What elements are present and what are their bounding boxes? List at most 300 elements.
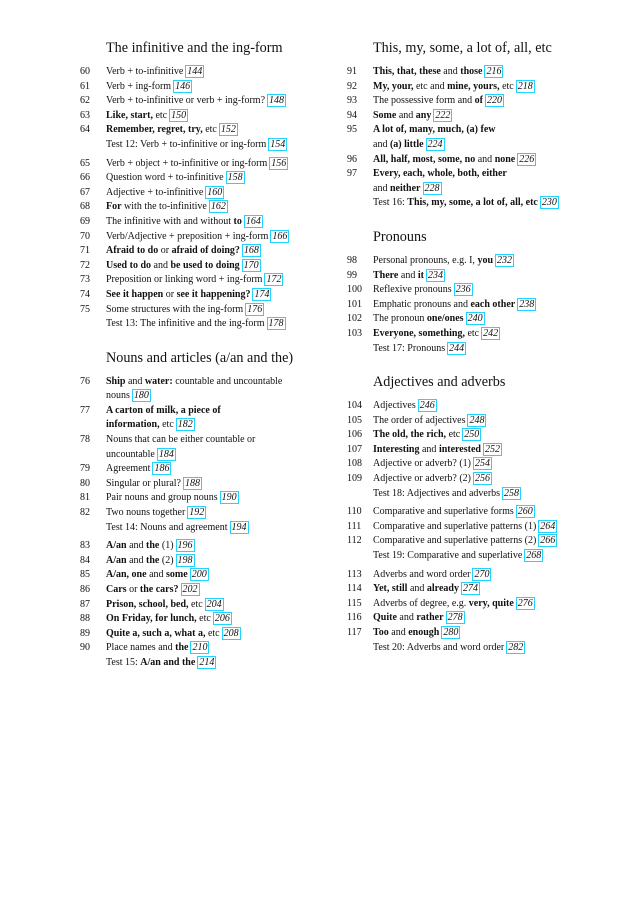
unit-number: 117 [347, 627, 362, 638]
unit-number: 82 [80, 507, 90, 519]
section-heading: Nouns and articles (a/an and the) [106, 349, 294, 366]
unit-number: 93 [347, 95, 357, 107]
bold-text: On Friday, for lunch, [106, 613, 197, 625]
page-number-link[interactable]: 246 [419, 400, 435, 412]
unit-number: 78 [80, 434, 90, 446]
unit-title [373, 269, 597, 284]
page-number-link[interactable]: 154 [270, 138, 286, 150]
test-label: Test 17: Pronouns [373, 342, 446, 354]
unit-title [373, 443, 597, 458]
unit-title [106, 288, 328, 303]
right-column [347, 40, 597, 673]
unit-number: 107 [347, 443, 362, 455]
unit-title [373, 182, 597, 197]
unit-number: 110 [347, 506, 362, 518]
bold-text: Afraid to do [106, 245, 159, 257]
text-run: Verb/Adjective + preposition + ing-form [106, 230, 269, 242]
bold-text: Used to do [106, 259, 152, 271]
unit-row [80, 288, 328, 303]
unit-row [80, 506, 328, 521]
bold-text: Prison, school, bed, [106, 598, 189, 610]
page-number-link[interactable]: 174 [254, 288, 270, 300]
text-run: and [151, 259, 171, 271]
unit-title [106, 65, 328, 80]
test-row [347, 487, 597, 502]
page-number-link[interactable]: 170 [243, 259, 259, 271]
page-number-link[interactable]: 204 [206, 598, 222, 610]
bold-text: interested [438, 443, 481, 455]
unit-row [80, 215, 328, 230]
text-run: and [398, 269, 418, 281]
unit-title [106, 641, 328, 656]
page-number-link[interactable]: 168 [243, 245, 259, 257]
unit-row [347, 254, 597, 269]
unit-title [373, 428, 597, 443]
test-row [347, 196, 597, 211]
unit-title [373, 123, 597, 138]
unit-row [80, 539, 328, 554]
text-run: Singular or plural? [106, 477, 181, 489]
unit-row [80, 433, 328, 448]
unit-title [106, 612, 328, 627]
unit-row [80, 171, 328, 186]
unit-number: 73 [80, 274, 90, 286]
text-run: and [419, 443, 439, 455]
page-number-link[interactable]: 148 [269, 95, 285, 107]
text-run: The order of adjectives [373, 414, 466, 426]
unit-row [80, 448, 328, 463]
page-number-link[interactable]: 282 [508, 641, 524, 653]
unit-row [347, 167, 597, 182]
text-run: Reflexive pronouns [373, 284, 452, 296]
test-row [80, 656, 328, 671]
unit-row [347, 138, 597, 153]
unit-row [347, 534, 597, 549]
unit-title [373, 399, 597, 414]
text-run: and [475, 153, 495, 165]
page-number-link[interactable]: 232 [497, 254, 512, 266]
unit-title [373, 534, 597, 549]
page-number-link[interactable]: 164 [245, 215, 261, 227]
test-label: Test 19: Comparative and superlative [373, 550, 523, 562]
page-number-link[interactable]: 146 [175, 80, 191, 92]
unit-title [106, 418, 328, 433]
bold-text: For [106, 201, 122, 213]
unit-title [373, 109, 597, 124]
bold-text: Remember, regret, try, [106, 124, 203, 136]
page-number-link[interactable]: 228 [424, 182, 440, 194]
page-number-link[interactable]: 238 [519, 298, 535, 310]
bold-text: Some [373, 109, 397, 121]
page-number-link[interactable]: 274 [462, 583, 478, 595]
page-number-link[interactable]: 176 [247, 303, 263, 315]
text-run: and [396, 612, 417, 624]
unit-row [80, 65, 328, 80]
test-label: Test 12: Verb + to-infinitive or ing-form [106, 138, 267, 150]
unit-number: 108 [347, 458, 362, 470]
unit-row [80, 554, 328, 569]
test-row [80, 521, 328, 536]
bold-text: already [426, 583, 459, 595]
unit-title [106, 539, 328, 554]
page-number-link[interactable]: 258 [504, 487, 520, 499]
unit-row [347, 269, 597, 284]
text-run: Comparative and superlative patterns (2) [373, 535, 537, 547]
unit-row [80, 462, 328, 477]
unit-title [373, 457, 597, 472]
page-number-link[interactable]: 150 [171, 109, 187, 121]
unit-row [80, 598, 328, 613]
text-run: Comparative and superlative patterns (1) [373, 520, 537, 532]
bold-text: be used to doing [170, 259, 240, 271]
text-run: (2) [159, 554, 174, 566]
unit-row [347, 626, 597, 641]
page-number-link[interactable]: 166 [272, 230, 288, 242]
unit-title [106, 433, 328, 448]
unit-row [347, 520, 597, 535]
unit-title [373, 582, 597, 597]
page-number-link[interactable]: 158 [227, 172, 243, 184]
page-number-link[interactable]: 156 [271, 157, 287, 169]
test-topic: A/an and the [140, 656, 196, 668]
section-heading: Pronouns [373, 228, 427, 245]
page-number-link[interactable]: 260 [517, 506, 533, 518]
test-row [80, 138, 328, 153]
toc-section [347, 40, 597, 211]
toc-section [80, 40, 328, 332]
unit-number: 80 [80, 477, 90, 489]
bold-text: (a) little [389, 138, 424, 150]
unit-title [106, 230, 328, 245]
text-run: Comparative and superlative forms [373, 506, 514, 518]
unit-number [80, 418, 106, 433]
text-run: Two nouns together [106, 507, 186, 519]
page-number-link[interactable]: 178 [268, 318, 284, 330]
unit-title [106, 259, 328, 274]
text-run: Personal pronouns, e.g. I, [373, 254, 478, 266]
unit-title [106, 568, 328, 583]
unit-number: 83 [80, 540, 90, 552]
page-number-link[interactable]: 194 [231, 521, 247, 533]
unit-number: 97 [347, 168, 357, 180]
bold-text: Everyone, something, [373, 327, 465, 339]
unit-title [106, 200, 328, 215]
unit-title [106, 506, 328, 521]
page-number-link[interactable]: 198 [177, 554, 193, 566]
unit-row [80, 109, 328, 124]
unit-row [347, 65, 597, 80]
text-run: Question word + to-infinitive [106, 172, 224, 184]
page-number-link[interactable]: 266 [540, 535, 556, 547]
unit-number: 62 [80, 95, 90, 107]
page-number-link[interactable]: 180 [133, 390, 149, 402]
unit-number: 67 [80, 186, 90, 198]
unit-number: 91 [347, 66, 357, 77]
unit-number [347, 182, 373, 197]
unit-title [106, 94, 328, 109]
unit-title [373, 520, 597, 535]
page-number-link[interactable]: 200 [191, 569, 207, 581]
unit-number: 60 [80, 66, 90, 77]
unit-number: 111 [347, 520, 362, 532]
unit-number: 109 [347, 473, 362, 485]
page-number-link[interactable]: 222 [435, 109, 451, 121]
test-label: Test 14: Nouns and agreement [106, 521, 228, 533]
unit-number: 74 [80, 288, 90, 300]
bold-text: There [373, 269, 399, 281]
unit-number: 100 [347, 284, 362, 296]
unit-number: 92 [347, 80, 357, 92]
text-run: and [125, 375, 145, 387]
left-column [80, 40, 328, 689]
unit-number: 69 [80, 215, 90, 227]
bold-text: neither [389, 182, 421, 194]
unit-title [106, 171, 328, 186]
unit-title [106, 448, 328, 463]
text-run: and [407, 583, 427, 595]
unit-number [347, 138, 373, 153]
text-run: and [440, 66, 461, 77]
text-run: Verb + object + to-infinitive or ing-form [106, 157, 268, 169]
bold-text: water: [144, 375, 173, 387]
unit-title [373, 611, 597, 626]
page-number-link[interactable]: 234 [427, 269, 443, 281]
text-run: and [396, 109, 416, 121]
page-number-link[interactable]: 280 [443, 627, 459, 638]
text-run: etc [205, 627, 220, 639]
unit-title [106, 215, 328, 230]
page-number-link[interactable]: 172 [266, 274, 282, 286]
page-number-link[interactable]: 230 [541, 197, 557, 209]
page-number-link[interactable]: 196 [177, 540, 193, 552]
unit-number [80, 389, 106, 404]
unit-row [347, 597, 597, 612]
text-run: The possessive form and [373, 95, 475, 107]
page-number-link[interactable]: 248 [469, 414, 485, 426]
section-heading: This, my, some, a lot of, all, etc [373, 40, 552, 56]
text-run: nouns [106, 390, 130, 402]
unit-row [347, 123, 597, 138]
text-run: Nouns that can be either countable or [106, 434, 256, 446]
page-number-link[interactable]: 218 [517, 80, 533, 92]
page-number-link[interactable]: 216 [486, 66, 502, 77]
unit-title [373, 65, 597, 80]
page-number-link[interactable]: 186 [154, 463, 170, 475]
page-number-link[interactable]: 214 [199, 656, 215, 668]
bold-text: A lot of, many, much, (a) few [373, 124, 496, 136]
page-number-link[interactable]: 188 [184, 477, 200, 489]
page-number-link[interactable]: 276 [517, 597, 533, 609]
page-number-link[interactable]: 206 [214, 613, 230, 625]
unit-row [80, 404, 328, 419]
unit-title [106, 583, 328, 598]
text-run: etc [159, 419, 174, 431]
page-number-link[interactable]: 270 [474, 568, 490, 580]
unit-number: 77 [80, 404, 90, 416]
text-run: Adjective + to-infinitive [106, 186, 204, 198]
bold-text: information, [106, 419, 160, 431]
page-number-link[interactable]: 162 [210, 201, 226, 213]
page-number-link[interactable]: 224 [427, 138, 443, 150]
test-row [347, 641, 597, 656]
text-run: Pair nouns and group nouns [106, 492, 218, 504]
page-number-link[interactable]: 278 [447, 612, 463, 624]
bold-text: some [166, 569, 188, 581]
text-run: The pronoun [373, 313, 427, 325]
text-run: Adverbs of degree, e.g. [373, 597, 469, 609]
unit-title [373, 254, 597, 269]
unit-title [106, 375, 328, 390]
bold-text: Ship [106, 375, 126, 387]
unit-row [347, 298, 597, 313]
toc-section [347, 229, 597, 356]
unit-number: 96 [347, 153, 357, 165]
test-row [347, 549, 597, 564]
unit-number: 95 [347, 124, 357, 136]
text-run: etc [202, 124, 217, 136]
unit-row [347, 94, 597, 109]
text-run: uncountable [106, 448, 155, 460]
text-run: or [163, 288, 177, 300]
page-number-link[interactable]: 242 [483, 327, 499, 339]
test-label: Test 16: [373, 197, 408, 209]
unit-number [80, 448, 106, 463]
text-run: (1) [159, 540, 174, 552]
unit-number: 64 [80, 124, 90, 136]
page-number-link[interactable]: 254 [475, 458, 491, 470]
unit-number: 104 [347, 400, 362, 412]
unit-row [80, 244, 328, 259]
unit-row [347, 283, 597, 298]
page-number-link[interactable]: 240 [467, 313, 483, 325]
unit-title [373, 597, 597, 612]
test-label: Test 18: Adjectives and adverbs [373, 487, 501, 499]
unit-title [373, 505, 597, 520]
test-label: Test 13: The infinitive and the ing-form [106, 318, 265, 330]
page-number-link[interactable]: 250 [464, 429, 480, 441]
unit-row [80, 157, 328, 172]
unit-number: 84 [80, 554, 90, 566]
unit-row [80, 94, 328, 109]
unit-title [106, 598, 328, 613]
page-number-link[interactable]: 268 [526, 550, 542, 562]
bold-text: A/an [106, 554, 127, 566]
unit-title [373, 94, 597, 109]
bold-text: the [146, 540, 160, 552]
page-number-link[interactable]: 202 [182, 584, 198, 595]
unit-row [80, 230, 328, 245]
unit-number: 70 [80, 230, 90, 242]
bold-text: A/an, one [106, 569, 147, 581]
unit-row [80, 80, 328, 95]
page-number-link[interactable]: 220 [487, 95, 502, 107]
unit-number: 89 [80, 627, 90, 639]
unit-number: 102 [347, 313, 362, 325]
unit-row [80, 641, 328, 656]
unit-number: 76 [80, 375, 90, 387]
bold-text: My, your, [373, 80, 414, 92]
page-number-link[interactable]: 226 [519, 153, 535, 165]
text-run: etc [499, 80, 514, 92]
text-run: etc [446, 429, 461, 441]
text-run: and [126, 554, 147, 566]
unit-number: 106 [347, 429, 362, 441]
page-number-link[interactable]: 244 [449, 342, 465, 354]
unit-title [106, 244, 328, 259]
unit-row [347, 80, 597, 95]
bold-text: Like, start, [106, 109, 153, 121]
bold-text: Too [373, 627, 389, 638]
bold-text: Yet, still [373, 583, 408, 595]
unit-number: 68 [80, 201, 90, 213]
bold-text: Cars [106, 584, 127, 595]
page-number-link[interactable]: 144 [187, 66, 203, 77]
page-number-link[interactable]: 190 [221, 492, 237, 504]
page-number-link[interactable]: 160 [207, 186, 223, 198]
unit-title [373, 312, 597, 327]
text-run: Emphatic pronouns and [373, 298, 471, 310]
unit-title [373, 414, 597, 429]
unit-number: 61 [80, 80, 90, 92]
unit-number: 85 [80, 569, 90, 581]
text-run: etc [196, 613, 211, 625]
unit-number: 86 [80, 584, 90, 595]
unit-title [373, 298, 597, 313]
page-number-link[interactable]: 152 [220, 124, 236, 136]
unit-number: 71 [80, 245, 90, 257]
page-number-link[interactable]: 264 [540, 520, 556, 532]
unit-row [80, 612, 328, 627]
text-run: Some structures with the ing-form [106, 303, 244, 315]
unit-title [373, 472, 597, 487]
page-number-link[interactable]: 210 [192, 642, 208, 654]
unit-row [347, 327, 597, 342]
unit-row [347, 457, 597, 472]
unit-number: 63 [80, 109, 90, 121]
toc-section [347, 374, 597, 655]
section-heading: The infinitive and the ing-form [106, 40, 283, 56]
page-number-link[interactable]: 208 [223, 627, 239, 639]
bold-text: afraid of doing? [171, 245, 240, 257]
unit-number: 98 [347, 254, 357, 266]
unit-number: 115 [347, 597, 362, 609]
page-number-link[interactable]: 252 [484, 443, 500, 455]
bold-text: the [175, 642, 189, 654]
test-row [347, 342, 597, 357]
unit-row [80, 375, 328, 390]
unit-title [106, 491, 328, 506]
unit-title [373, 568, 597, 583]
page-number-link[interactable]: 192 [189, 507, 205, 519]
unit-row [347, 182, 597, 197]
page-number-link[interactable]: 182 [177, 419, 193, 431]
bold-text: Every, each, whole, both, either [373, 168, 507, 180]
unit-title [106, 554, 328, 569]
unit-title [373, 153, 597, 168]
unit-title [106, 157, 328, 172]
bold-text: none [494, 153, 516, 165]
page-number-link[interactable]: 236 [455, 284, 471, 296]
page-number-link[interactable]: 184 [158, 448, 174, 460]
unit-row [347, 568, 597, 583]
unit-row [347, 472, 597, 487]
unit-title [106, 109, 328, 124]
unit-row [347, 582, 597, 597]
text-run: Place names and [106, 642, 176, 654]
page-number-link[interactable]: 256 [475, 473, 491, 485]
bold-text: it [417, 269, 424, 281]
unit-row [80, 303, 328, 318]
